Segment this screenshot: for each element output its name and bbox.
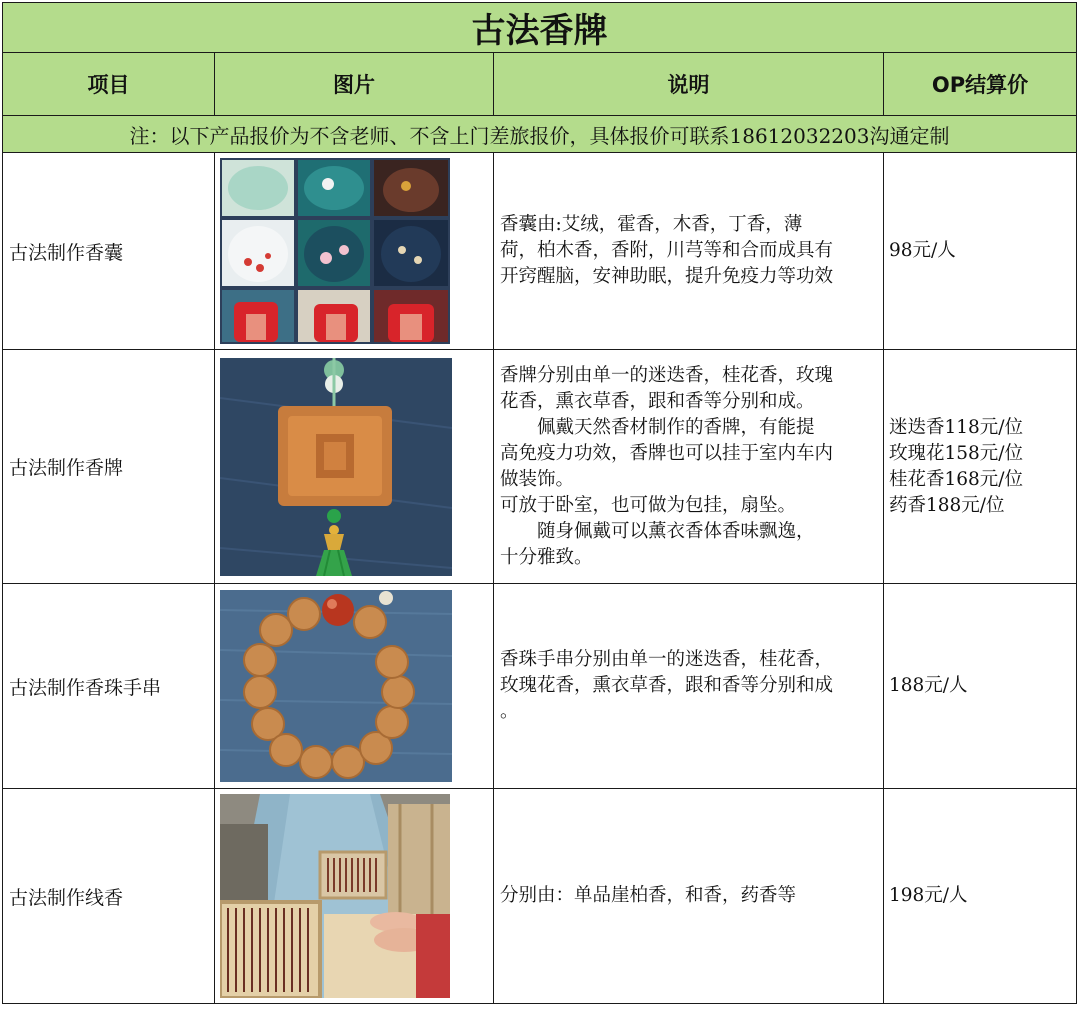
image-cell [215,350,494,584]
desc-line: 做装饰。 [500,468,575,490]
title-row [3,3,1077,53]
header-price: OP结算价 [884,53,1077,116]
image-cell [215,153,494,350]
price-table [2,2,1077,1004]
header-row [3,53,1077,116]
item-name: 古法制作香囊 [3,153,215,350]
item-description [494,584,884,789]
desc-line: 十分雅致。 [500,546,593,568]
price-sheet [2,2,1076,1004]
price-line: 药香188元/位 [889,494,1005,516]
header-image: 图片 [215,53,494,116]
desc-line: 花香，熏衣草香，跟和香等分别和成。 [500,390,815,412]
table-row [3,153,1077,350]
sheet-title: 古法香牌 [3,3,1077,53]
item-name: 古法制作香珠手串 [3,584,215,789]
item-price [884,584,1077,789]
item-description [494,153,884,350]
image-cell [215,584,494,789]
table-row [3,350,1077,584]
item-name: 古法制作香牌 [3,350,215,584]
desc-line: 荷，柏木香，香附，川芎等和合而成具有 [500,240,834,261]
bead-bracelet-photo [220,590,452,782]
desc-line: 。 [500,701,519,722]
price-note: 注：以下产品报价为不含老师、不含上门差旅报价，具体报价可联系18612032203沟通定制 [3,116,1077,153]
item-price [884,350,1077,584]
price-line: 迷迭香118元/位 [889,416,1024,438]
header-desc: 说明 [494,53,884,116]
price-line: 玫瑰花158元/位 [889,442,1024,464]
price-line: 198元/人 [889,885,968,906]
item-description [494,350,884,584]
desc-line: 香牌分别由单一的迷迭香，桂花香，玫瑰 [500,364,834,386]
item-price [884,789,1077,1004]
desc-line: 分别由：单品崖柏香，和香，药香等 [500,885,797,906]
image-cell [215,789,494,1004]
incense-pendant-photo [220,358,452,576]
desc-line: 高免疫力功效，香牌也可以挂于室内车内 [500,442,834,464]
table-row [3,789,1077,1004]
desc-line: 佩戴天然香材制作的香牌，有能提 [537,416,815,438]
item-description [494,789,884,1004]
sachet-photo [220,158,450,344]
desc-line: 随身佩戴可以薰衣香体香味飘逸， [537,520,815,542]
price-line: 98元/人 [889,240,956,261]
table-row [3,584,1077,789]
desc-line: 香囊由:艾绒，霍香，木香，丁香，薄 [500,214,803,235]
desc-line: 玫瑰花香，熏衣草香，跟和香等分别和成 [500,675,834,696]
item-price [884,153,1077,350]
desc-line: 香珠手串分别由单一的迷迭香，桂花香， [500,649,834,670]
desc-line: 可放于卧室，也可做为包挂，扇坠。 [500,494,797,516]
item-name: 古法制作线香 [3,789,215,1004]
note-row [3,116,1077,153]
price-line: 188元/人 [889,675,968,696]
price-line: 桂花香168元/位 [889,468,1024,490]
incense-sticks-photo [220,794,450,998]
desc-line: 开窍醒脑，安神助眠，提升免疫力等功效 [500,266,834,287]
header-item: 项目 [3,53,215,116]
